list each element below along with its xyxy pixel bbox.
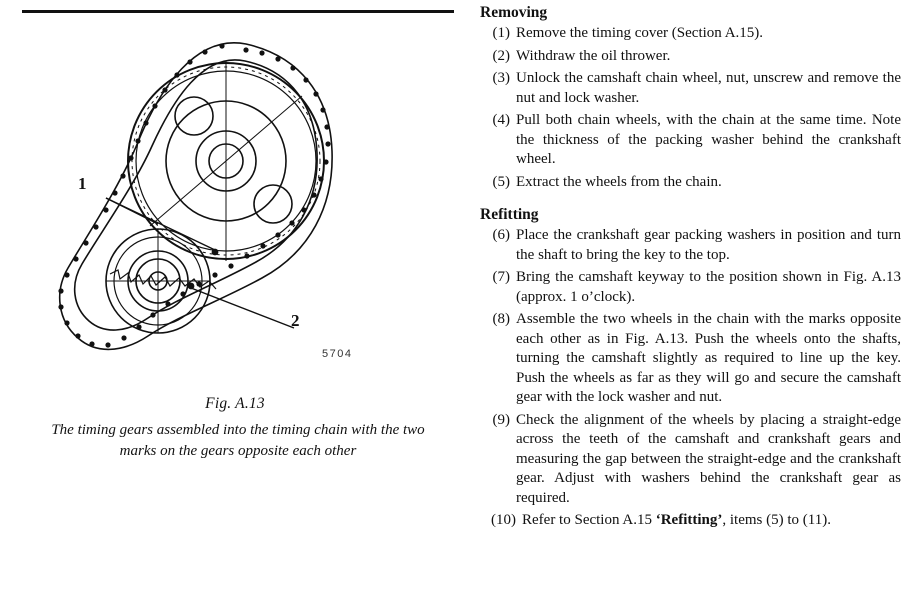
list-item (478, 511, 901, 531)
list-item (478, 411, 901, 509)
list-item (478, 173, 901, 193)
step-number: (9) (492, 411, 510, 428)
figure-callout-2: 2 (291, 311, 300, 330)
step-text-pre: Refer to Section A.15 (522, 512, 656, 528)
step-text: Remove the timing cover (Section A.15). (516, 25, 764, 41)
list-item (478, 268, 901, 307)
step-text: Extract the wheels from the chain. (516, 173, 722, 190)
step-number: (5) (492, 173, 510, 190)
removing-step-list (478, 24, 901, 192)
step-number: (4) (492, 112, 510, 128)
step-number: (6) (492, 227, 510, 243)
step-text: Withdraw the oil thrower. (516, 47, 671, 64)
timing-gears-and-chain-diagram (10, 16, 460, 386)
refitting-heading: Refitting (480, 206, 539, 223)
list-item (478, 111, 901, 170)
step-text: Pull both chain wheels, with the chain at the same time. Note the thickness of the packing washer behind the crankshaft wheel. (516, 112, 901, 167)
step-text: Assemble the two wheels in the chain with the marks opposite each other as in Fig. A.13. Push the wheels onto the shafts, turning the camshaft slightly as required to line up the key. Push the wheels as far as they will go and secure the camshaft gear with the lock washer and nut. (516, 311, 901, 405)
figure-caption: The timing gears assembled into the timing chain with the two marks on the gears opposite each other (51, 422, 425, 459)
step-number: (7) (492, 269, 510, 285)
step-number: (3) (492, 70, 510, 86)
step-number: (1) (492, 25, 510, 41)
list-item (478, 47, 901, 67)
list-item (478, 24, 901, 44)
step-text: Place the crankshaft gear packing washers in position and turn the shaft to bring the key to the top. (516, 227, 901, 263)
step-text-post: , items (5) to (11). (722, 512, 831, 528)
step-text (522, 511, 901, 531)
step-text-emphasis: ‘Refitting’ (655, 512, 723, 528)
refitting-step-list (478, 226, 901, 531)
list-item (478, 226, 901, 265)
figure-art-code: 5704 (322, 348, 353, 360)
step-text: Unlock the camshaft chain wheel, nut, unscrew and remove the nut and lock washer. (516, 70, 901, 106)
list-item (478, 69, 901, 108)
removing-heading: Removing (480, 4, 548, 21)
step-number: (2) (492, 47, 510, 64)
list-item (478, 310, 901, 408)
figure-callout-1: 1 (78, 174, 87, 193)
horizontal-rule (22, 10, 454, 13)
step-number: (8) (492, 311, 510, 327)
step-number: (10) (491, 512, 516, 528)
instructions-column (478, 0, 909, 605)
figure-number: Fig. A.13 (205, 395, 265, 412)
step-text: Check the alignment of the wheels by placing a straight-edge across the teeth of the camshaft and crankshaft gears and measuring the gap between the straight-edge and the crankshaft gear. Adjust with washers behind the crankshaft gear as required. (516, 411, 901, 506)
step-text: Bring the camshaft keyway to the position shown in Fig. A.13 (approx. 1 o’clock). (516, 269, 901, 305)
